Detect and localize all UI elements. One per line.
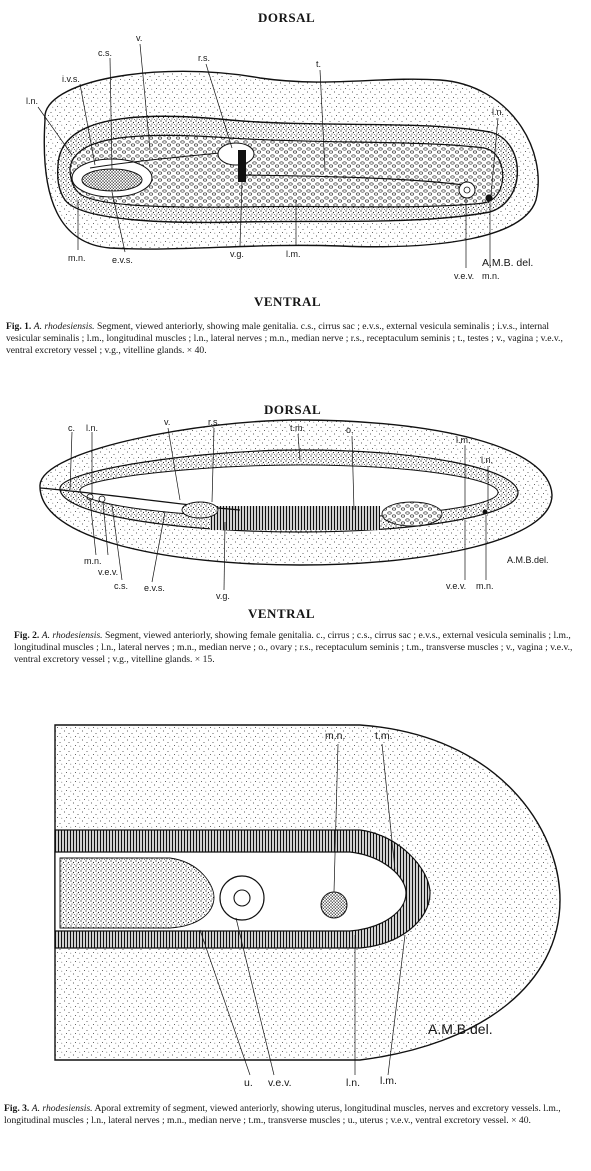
fig1-median-nerve [485,194,492,201]
fig2-label-mn-right: m.n. [476,581,494,591]
fig2-label-mn-left: m.n. [84,556,102,566]
fig3-signature: A.M.B.del. [428,1021,493,1037]
fig1-vitelline-gland [238,150,246,182]
fig1-label-cs: c.s. [98,48,113,58]
fig2-label-rs: r.s. [208,417,221,427]
fig1-label-lm: l.m. [286,249,301,259]
fig2-label-vev-right: v.e.v. [446,581,467,591]
fig3-label-ln: l.n. [346,1077,361,1089]
fig3-caption [4,1103,586,1127]
fig1-label-evs: e.v.s. [112,255,133,265]
fig1-signature: A.M.B. del. [482,257,534,269]
fig2-label-c: c. [68,423,76,433]
fig1-drawing [38,44,538,268]
fig2-caption-prefix: Fig. 2. [14,630,40,641]
fig2-dorsal-label: DORSAL [264,402,322,417]
fig2-label-ln-left: l.n. [86,423,99,433]
fig3-median-nerve [321,892,347,918]
fig2-label-evs: e.v.s. [144,583,165,593]
fig1-label-t: t. [316,59,322,69]
fig2-label-lm: l.m. [456,435,471,445]
fig1-caption [6,321,586,358]
fig1-label-ivs: i.v.s. [62,74,80,84]
fig1-receptaculum [218,143,254,165]
fig2-signature: A.M.B.del. [507,555,549,565]
fig3-caption-prefix: Fig. 3. [4,1103,30,1114]
fig1-internal-vesicula [82,169,142,191]
fig3-label-vev: v.e.v. [268,1077,292,1089]
fig1-ventral-label: VENTRAL [254,294,322,309]
fig3-label-lm: l.m. [380,1075,397,1087]
fig2-label-cs: c.s. [114,581,129,591]
fig1-label-vg: v.g. [230,249,244,259]
fig1-label-ln-right: l.n. [492,107,505,117]
fig2-label-vev-left: v.e.v. [98,567,119,577]
fig1-caption-text: Segment, viewed anteriorly, showing male genitalia. c.s., cirrus sac ; e.v.s., external vesicula seminalis ; i.v.s., internal vesicular seminalis ; l.m., longitudinal muscles ; l.n., lateral nerves ; m.n., median nerve ; r.s., receptaculum seminis ; t., testes ; v., vagina ; v.e.v., ventral excretory vessel ; v.g., vitelline glands. × 40. [6,321,563,357]
fig2-label-vg: v.g. [216,591,230,601]
fig2-caption-text: Segment, viewed anteriorly, showing female genitalia. c., cirrus ; c.s., cirrus sac ; e.v.s., external vesicula seminalis ; l.m., longitudinal muscles ; l.n., lateral nerves ; m.n., median nerve ; o., ovary ; r.s., receptaculum seminis ; t.m., transverse muscles ; v., vagina ; v.e.v., ventral excretory vessel ; v.g., vitelline glands. × 15. [14,630,573,666]
fig1-label-ln-left: l.n. [26,96,39,106]
fig2-caption-species: A. rhodesiensis. [41,630,103,641]
fig1-label-mn-left: m.n. [68,253,86,263]
fig3-caption-text: Aporal extremity of segment, viewed anteriorly, showing uterus, longitudinal muscles, nerves and excretory vessels. l.m., longitudinal muscles ; l.n., lateral nerves ; m.n., median nerve ; t.m., transverse muscles ; u., uterus ; v.e.v., ventral excretory vessel. × 40. [4,1103,561,1127]
fig1-dorsal-label: DORSAL [258,10,316,25]
fig1-caption-prefix: Fig. 1. [6,321,32,332]
fig3-uterus [60,858,214,928]
fig2-ovary [382,502,442,526]
fig3-caption-species: A. rhodesiensis. [31,1103,93,1114]
fig1-label-v: v. [136,33,143,43]
fig1-label-vev: v.e.v. [454,271,475,281]
fig1-label-mn-right: m.n. [482,271,500,281]
fig3-label-u: u. [244,1077,253,1089]
fig2-receptaculum [182,502,218,518]
fig3-label-tm: t.m. [375,730,393,742]
fig3-label-mn: m.n. [325,730,346,742]
fig2-label-tm: t.m. [290,423,305,433]
fig2-drawing [40,417,552,590]
fig2-ventral-label: VENTRAL [248,606,316,621]
fig2-label-ln-right: l.n. [481,455,494,465]
fig2-label-v: v. [164,417,171,427]
fig2-caption [14,630,586,667]
fig1-label-rs: r.s. [198,53,211,63]
fig2-label-o: o. [346,425,354,435]
fig1-caption-species: A. rhodesiensis. [33,321,95,332]
fig1-ventral-vessel [459,182,475,198]
